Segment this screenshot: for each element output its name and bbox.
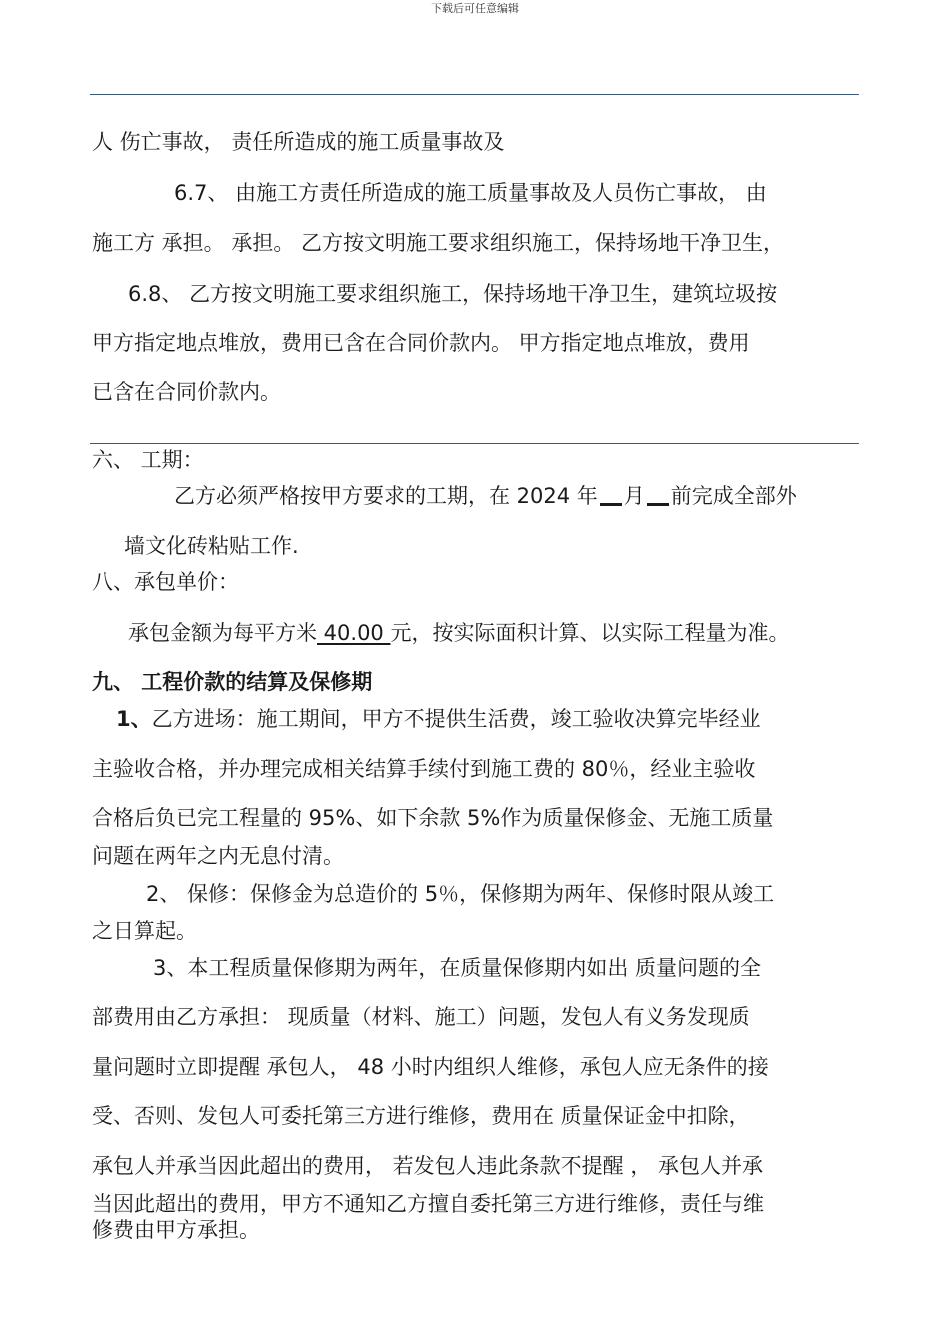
text-line-23: 承包人并承当因此超出的费用， 若发包人违此条款不提醒 ， 承包人并承 [92,1154,764,1178]
text-line-9: 墙文化砖粘贴工作. [124,534,299,558]
unit-price-text-a: 承包金额为每平方米 [128,621,317,645]
text-line-13 [116,705,861,733]
text-line-17: 2、 保修：保修金为总造价的 5％，保修期为两年、保修时限从竣工 [146,882,775,906]
text-line-21: 量问题时立即提醒 承包人， 48 小时内组织人维修，承包人应无条件的接 [92,1055,769,1079]
item-1-text: 乙方进场：施工期间，甲方不提供生活费，竣工验收决算完毕经业 [151,707,761,731]
text-line-2: 6.7、 由施工方责任所造成的施工质量事故及人员伤亡事故， 由 [174,181,767,205]
schedule-text-b: 月 [623,484,645,508]
text-line-19: 3、本工程质量保修期为两年，在质量保修期内如出 质量问题的全 [153,956,762,980]
text-line-15: 合格后负已完工程量的 95%、如下余款 5%作为质量保修金、无施工质量 [92,806,774,830]
text-line-5: 甲方指定地点堆放，费用已含在合同价款内。 甲方指定地点堆放，费用 [92,331,750,355]
top-divider [90,94,859,95]
schedule-text-c: 前完成全部外 [670,484,797,508]
text-line-25: 修费由甲方承担。 [92,1218,260,1242]
text-line-4: 6.8、 乙方按文明施工要求组织施工，保持场地干净卫生，建筑垃圾按 [128,282,778,306]
unit-price-value: 40.00 [317,621,391,645]
text-line-14: 主验收合格，并办理完成相关结算手续付到施工费的 80％，经业主验收 [92,757,756,781]
text-line-24: 当因此超出的费用，甲方不通知乙方擅自委托第三方进行维修，责任与维 [92,1192,764,1216]
text-line-22: 受、否则、发包人可委托第三方进行维修，费用在 质量保证金中扣除， [92,1104,750,1128]
header-note: 下载后可任意编辑 [431,2,519,15]
day-blank[interactable] [647,483,669,506]
text-line-20: 部费用由乙方承担： 现质量（材料、施工）问题，发包人有义务发现质 [92,1005,750,1029]
item-1-number: 1、 [116,707,152,731]
month-blank[interactable] [600,483,622,506]
section-eight-heading: 八、承包单价： [92,570,239,594]
unit-price-line [128,619,868,647]
text-line-3: 施工方 承担。 承担。 乙方按文明施工要求组织施工，保持场地干净卫生， [92,231,785,255]
unit-price-text-b: 元，按实际面积计算、以实际工程量为准。 [390,621,790,645]
schedule-line [174,482,864,510]
text-line-6: 已含在合同价款内。 [92,380,281,404]
text-line-16: 问题在两年之内无息付清。 [92,844,344,868]
text-line-1: 人 伤亡事故， 责任所造成的施工质量事故及 [92,130,505,154]
text-line-18: 之日算起。 [92,919,197,943]
section-six-heading: 六、 工期： [92,448,204,472]
section-nine-heading: 九、 工程价款的结算及保修期 [92,670,373,694]
section-divider [90,443,859,444]
schedule-text-a: 乙方必须严格按甲方要求的工期，在 2024 年 [174,484,598,508]
